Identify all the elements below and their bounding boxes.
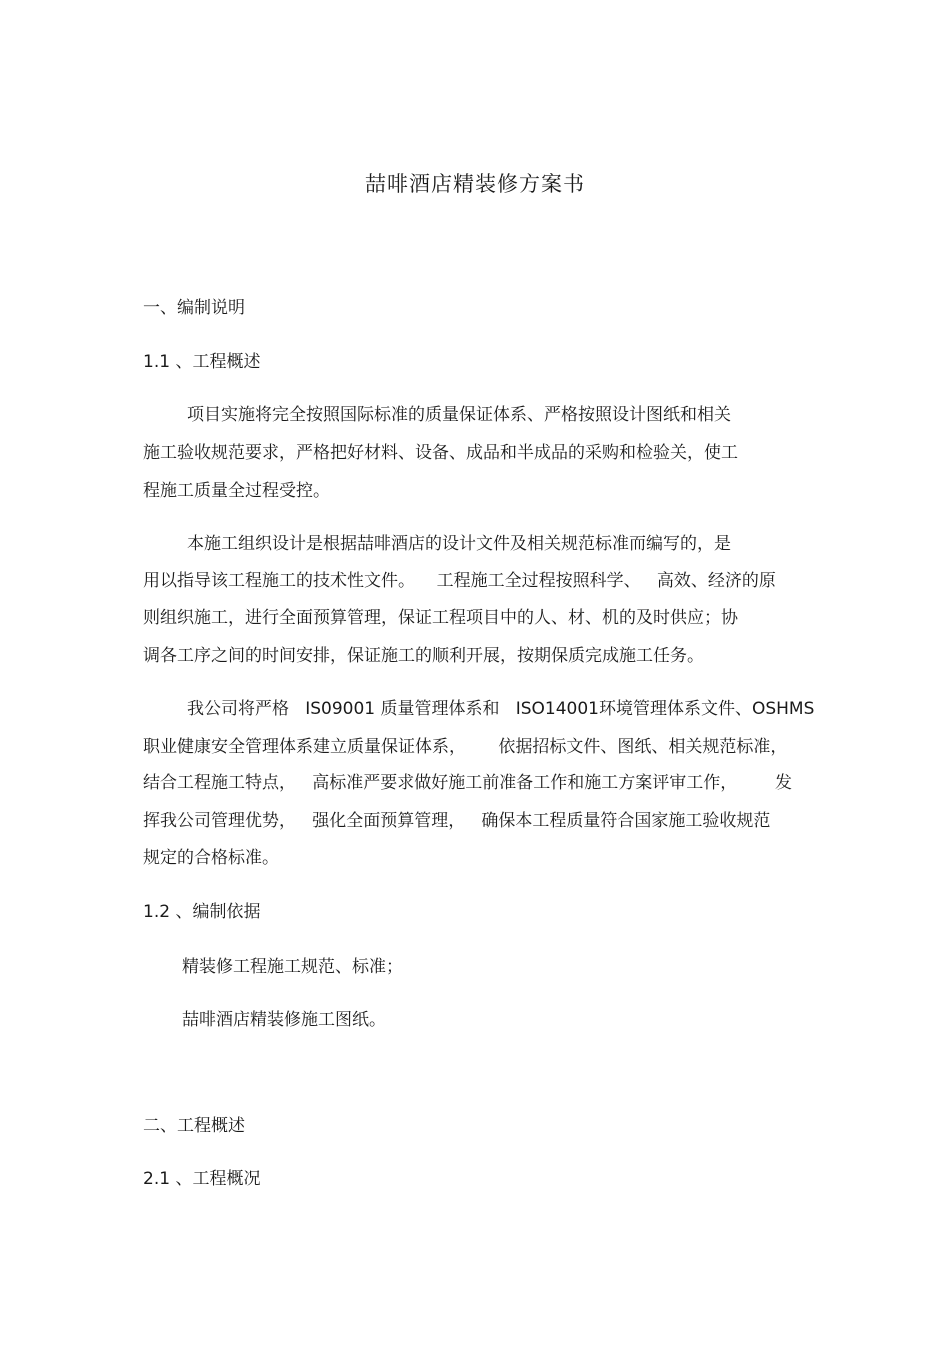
section-heading: 一、编制说明 [143,298,245,318]
subsection-heading: 1.2 、编制依据 [143,902,261,922]
paragraph-line: 项目实施将完全按照国际标准的质量保证体系、严格按照设计图纸和相关 [187,405,731,425]
document-title: 喆啡酒店精装修方案书 [365,172,585,196]
paragraph-line: 我公司将严格 IS09001 质量管理体系和 ISO14001环境管理体系文件、OSHMS [187,699,815,719]
paragraph-line: 用以指导该工程施工的技术性文件。 工程施工全过程按照科学、 高效、经济的原 [143,571,776,591]
paragraph-line: 职业健康安全管理体系建立质量保证体系， 依据招标文件、图纸、相关规范标准， [143,737,788,757]
paragraph-line: 规定的合格标准。 [143,848,279,868]
paragraph-line: 调各工序之间的时间安排，保证施工的顺利开展，按期保质完成施工任务。 [143,646,704,666]
subsection-heading: 2.1 、工程概况 [143,1169,261,1189]
paragraph-line: 结合工程施工特点， 高标准严要求做好施工前准备工作和施工方案评审工作， 发 [143,773,793,793]
paragraph-line: 程施工质量全过程受控。 [143,481,330,501]
paragraph-line: 本施工组织设计是根据喆啡酒店的设计文件及相关规范标准而编写的，是 [187,534,731,554]
subsection-heading: 1.1 、工程概述 [143,352,261,372]
list-item: 精装修工程施工规范、标准； [182,957,403,977]
list-item: 喆啡酒店精装修施工图纸。 [182,1010,386,1030]
paragraph-line: 施工验收规范要求，严格把好材料、设备、成品和半成品的采购和检验关，使工 [143,443,738,463]
section-heading: 二、工程概述 [143,1116,245,1136]
paragraph-line: 挥我公司管理优势， 强化全面预算管理， 确保本工程质量符合国家施工验收规范 [143,811,771,831]
paragraph-line: 则组织施工，进行全面预算管理，保证工程项目中的人、材、机的及时供应；协 [143,608,738,628]
